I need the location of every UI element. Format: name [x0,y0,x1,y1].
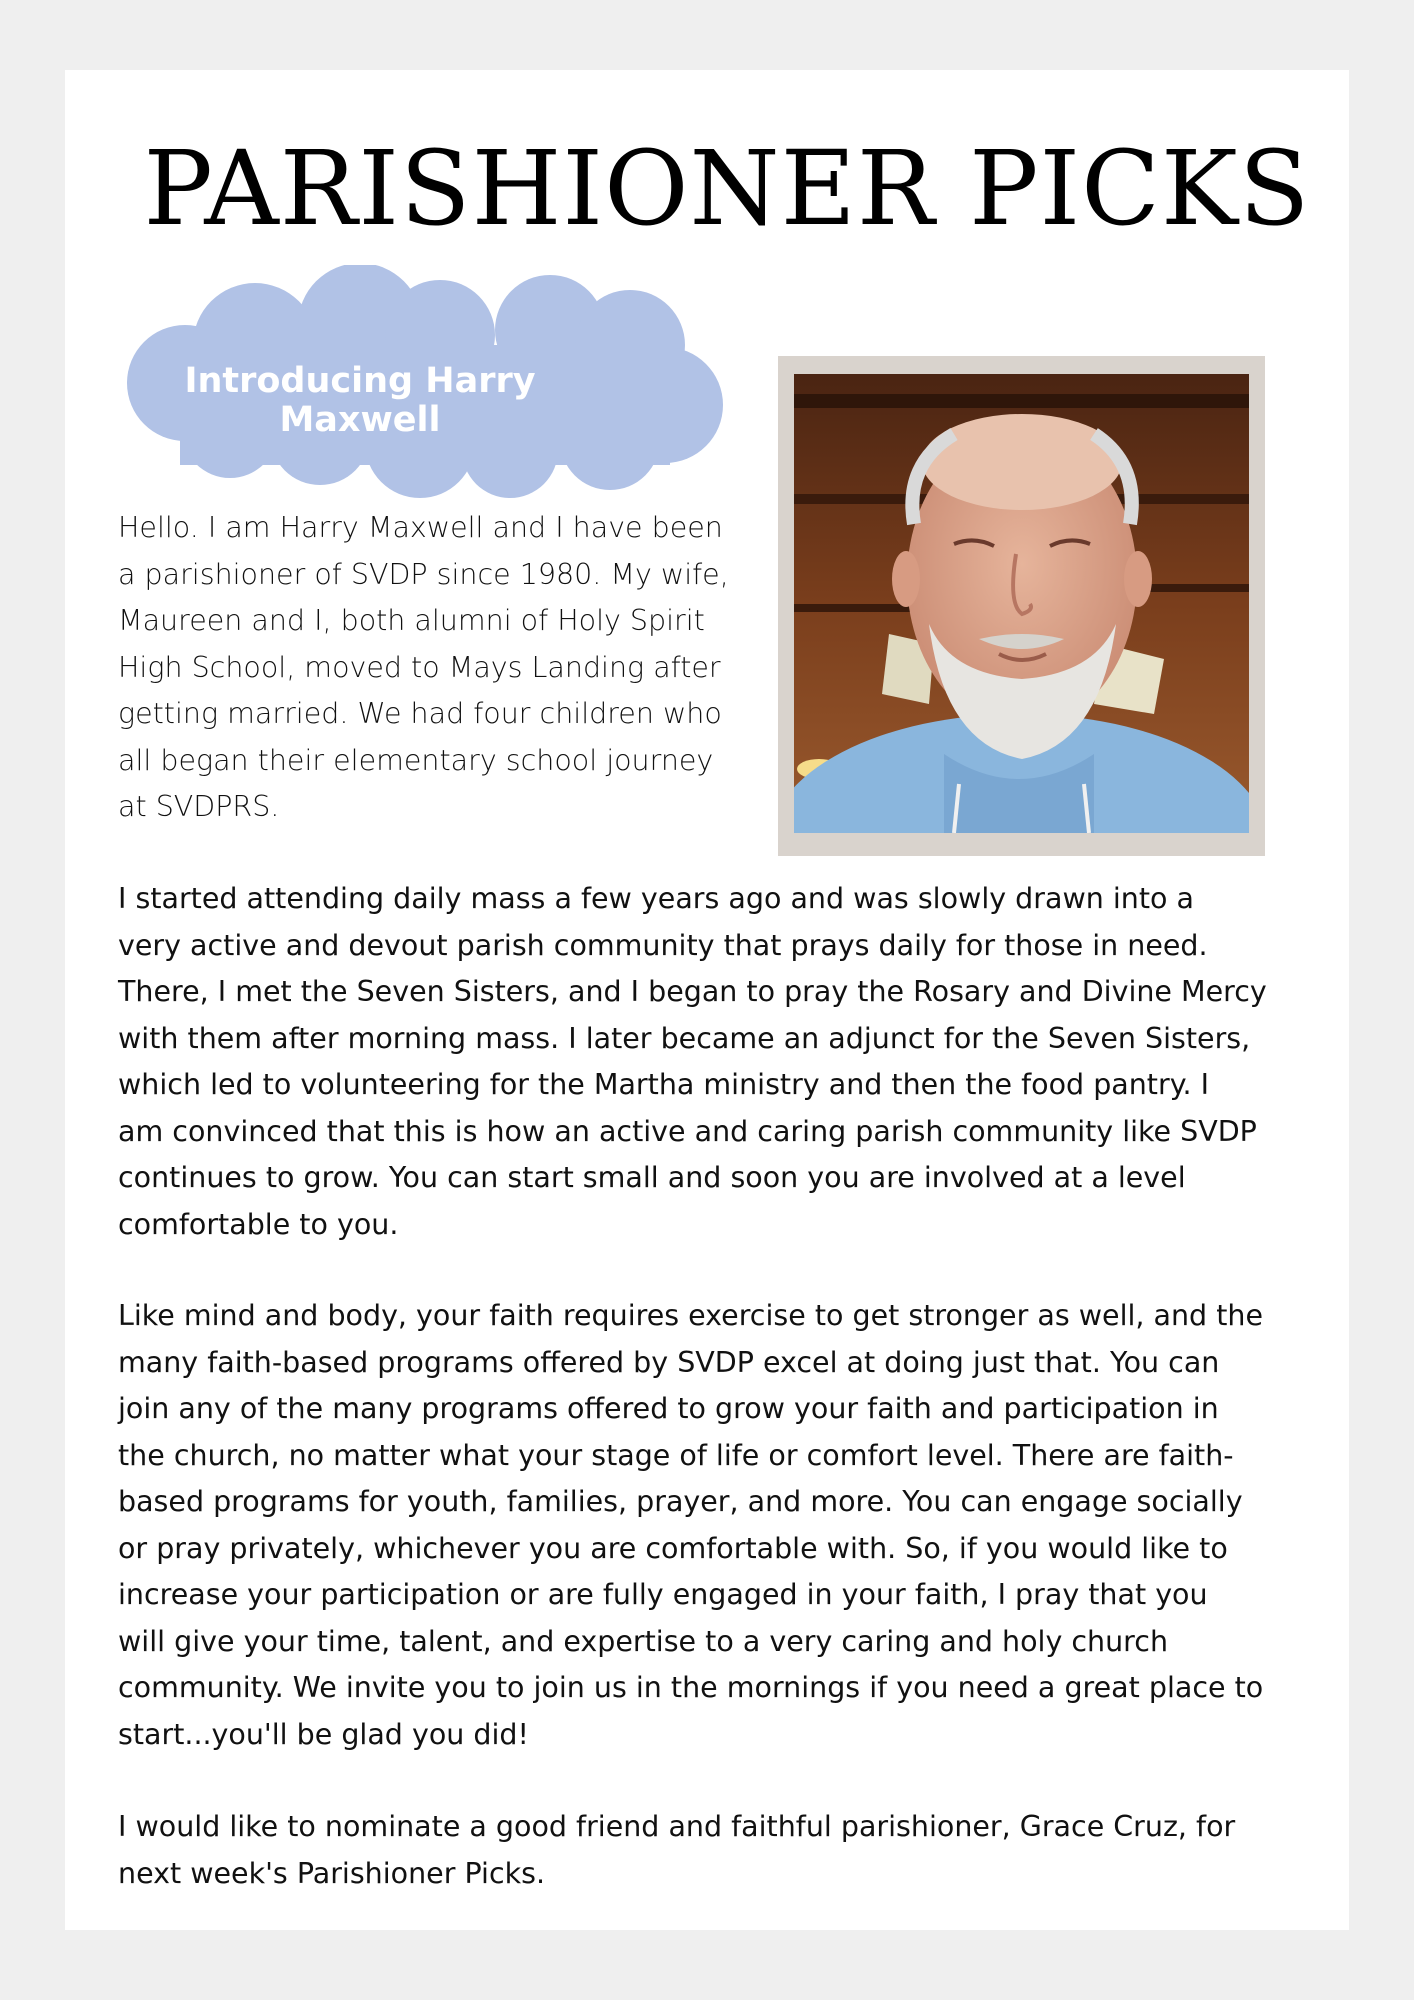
portrait-illustration [794,374,1249,833]
portrait-frame [778,356,1265,856]
intro-badge-label: Introducing Harry Maxwell [184,361,536,440]
paragraph-nomination: I would like to nominate a good friend and faithful parishioner, Grace Cruz, for next week's Parishioner Picks. [118,1810,1236,1890]
portrait-photo [794,374,1249,833]
page-title: PARISHIONER PICKS [143,129,1311,249]
paragraph-daily-mass: I started attending daily mass a few years ago and was slowly drawn into a very active and devout parish community that prays daily for those in need. There, I met the Seven Sisters, and I began to pray the Rosary and Divine Mercy with them after morning mass. I later became an adjunct for the Seven Sisters, which led to volunteering for the Martha ministry and then the food pantry. I am convinced that this is how an active and caring parish community like SVDP continues to grow. You can start small and soon you are involved at a level comfortable to you. [118,882,1267,1241]
paragraph-faith-exercise: Like mind and body, your faith requires exercise to get stronger as well, and the many faith-based programs offered by SVDP excel at doing just that. You can join any of the many programs offered to grow your faith and participation in the church, no matter what your stage of life or comfort level. There are faith- based programs for youth, families, prayer, and more. You can engage socially or pray privately, whichever you are comfortable with. So, if you would like to increase your participation or are fully engaged in your faith, I pray that you will give your time, talent, and expertise to a very caring and holy church community. We invite you to join us in the mornings if you need a great place to start...you'll be glad you did! [118,1299,1264,1751]
intro-paragraph: Hello. I am Harry Maxwell and I have been a parishioner of SVDP since 1980. My wife, Maureen and I, both alumni of Holy Spirit High School, moved to Mays Landing after getting married. We had four children who all began their elementary school journey at SVDPRS. [118,511,729,823]
